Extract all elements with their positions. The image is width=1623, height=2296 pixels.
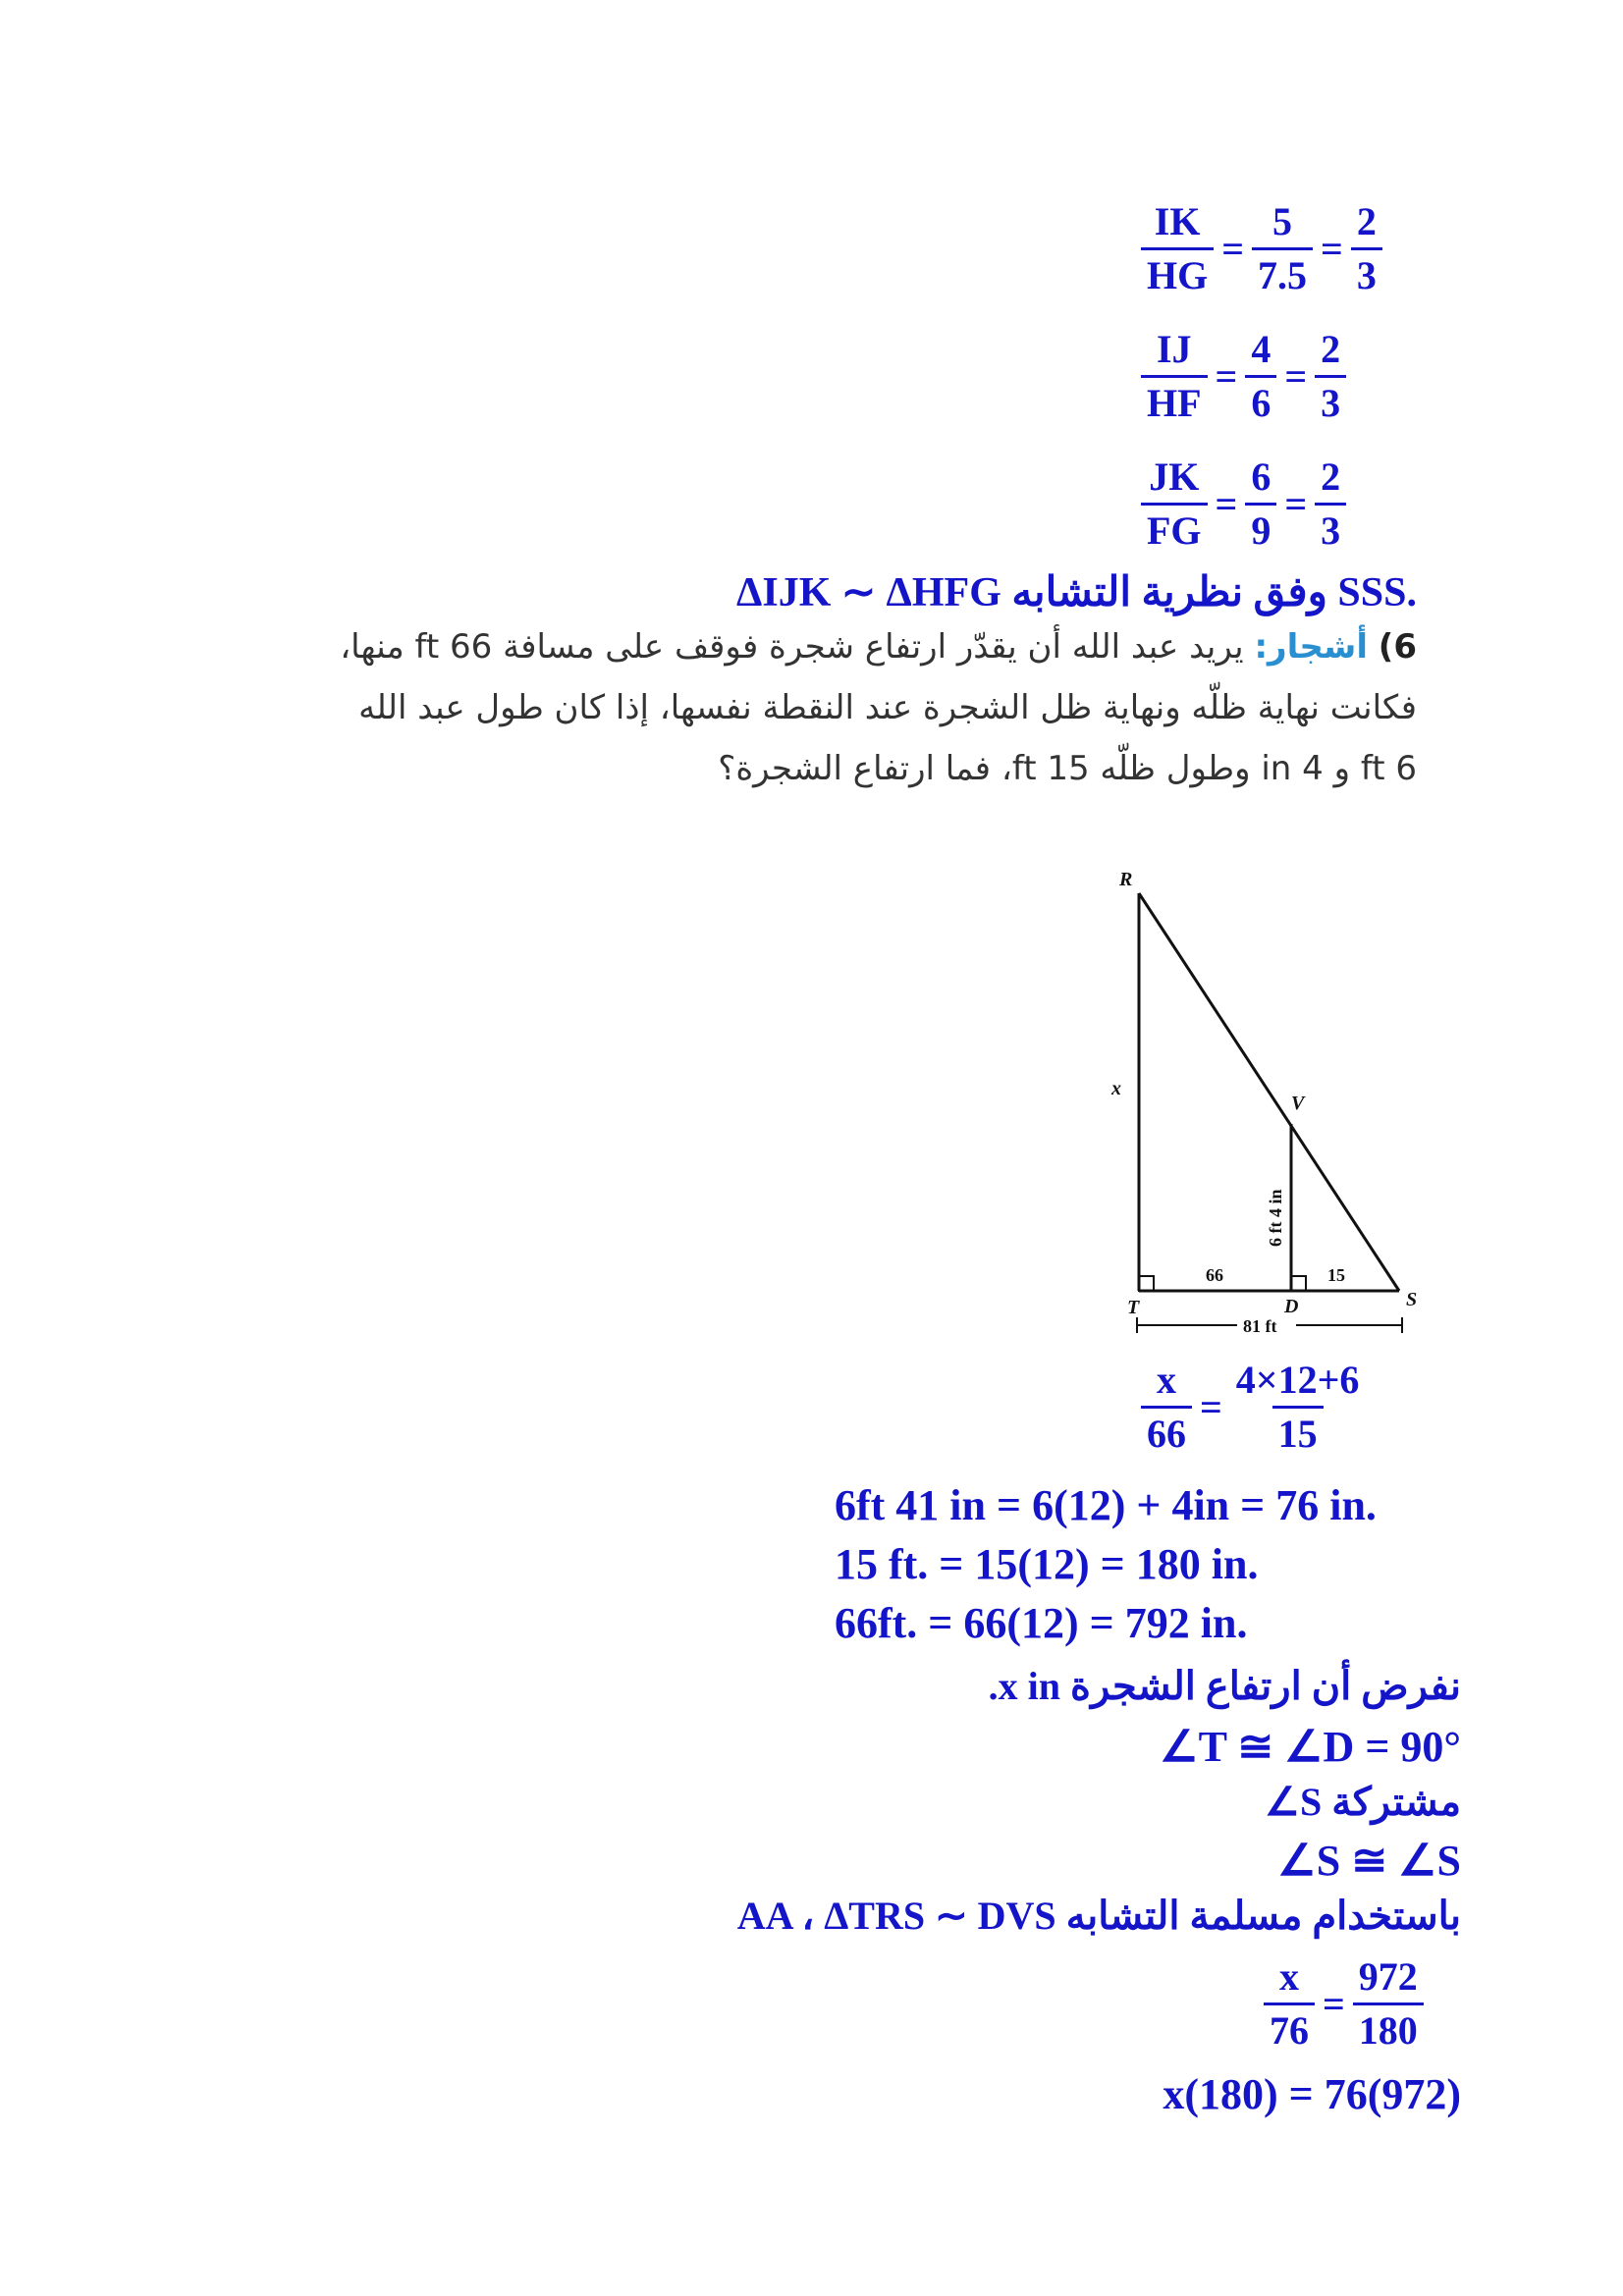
conversion-1: 6ft 41 in = 6(12) + 4in = 76 in. — [835, 1481, 1377, 1529]
prop-num: 4×12+6 — [1235, 1358, 1360, 1402]
label-d: D — [1284, 1296, 1299, 1317]
ratio-num: IJ — [1156, 327, 1192, 371]
aa-conclusion: باستخدام مسلمة التشابه AA ، ΔTRS ∼ DVS — [736, 1894, 1461, 1938]
ratio-den: 3 — [1315, 375, 1346, 429]
prop-den: 180 — [1353, 2002, 1424, 2056]
ratio-den: 3 — [1315, 503, 1346, 557]
ratio-ij-hf: $\frac{IJ}{HF}$ = $\frac{4}{6}$ = $\frac{2}{3}$ — [1139, 324, 1348, 429]
prop-den: 66 — [1141, 1406, 1192, 1460]
proportion-1: $\frac{x}{66}$ = $\frac{4\times 12+6}{15}$ — [1139, 1355, 1367, 1460]
label-v: V — [1291, 1093, 1305, 1114]
prop-num: x — [1157, 1358, 1176, 1402]
ratio-num: JK — [1149, 454, 1200, 499]
problem-tag: أشجار: — [1254, 627, 1368, 667]
label-15: 15 — [1327, 1265, 1345, 1285]
label-81ft: 81 ft — [1243, 1316, 1277, 1335]
ratio-den: HF — [1141, 375, 1208, 429]
proportion-2: $\frac{x}{76}$ = $\frac{972}{180}$ — [1262, 1951, 1426, 2056]
label-x: x — [1111, 1078, 1121, 1099]
ratio-num: 5 — [1272, 199, 1293, 243]
conversion-3: 66ft. = 66(12) = 792 in. — [835, 1599, 1248, 1647]
label-t: T — [1127, 1297, 1140, 1318]
problem-line-1: يريد عبد الله أن يقدّر ارتفاع شجرة فوقف على مسافة 66 ft منها، — [340, 627, 1244, 667]
ratio-den: 7.5 — [1252, 247, 1313, 301]
ratio-num: 2 — [1321, 327, 1341, 371]
problem-6 — [288, 616, 1417, 799]
angle-3: ∠S ≅ ∠S — [1277, 1837, 1461, 1885]
ratio-den: 3 — [1351, 247, 1382, 301]
problem-line-2: فكانت نهاية ظلّه ونهاية ظل الشجرة عند النقطة نفسها، إذا كان طول عبد الله — [358, 688, 1417, 727]
problem-line-3: 6 ft و 4 in وطول ظلّه 15 ft، فما ارتفاع الشجرة؟ — [718, 749, 1417, 788]
angle-2: ∠S مشتركة — [1265, 1780, 1461, 1824]
ratio-den: 6 — [1245, 375, 1276, 429]
ratio-den: HG — [1141, 247, 1214, 301]
conversion-2: 15 ft. = 15(12) = 180 in. — [835, 1540, 1259, 1588]
angle-1: ∠T ≅ ∠D = 90° — [1160, 1723, 1461, 1771]
ratio-den: 9 — [1245, 503, 1276, 557]
ratio-jk-fg: $\frac{JK}{FG}$ = $\frac{6}{9}$ = $\frac{2}{3}$ — [1139, 452, 1348, 557]
label-s: S — [1406, 1289, 1418, 1310]
ratio-num: 6 — [1251, 454, 1271, 499]
ratio-ik-hg: $\frac{IK}{HG}$ = $\frac{5}{7.5}$ = $\frac{2}{3}$ — [1139, 196, 1384, 301]
ratio-num: 2 — [1356, 199, 1377, 243]
ratio-num: 4 — [1251, 327, 1271, 371]
label-66: 66 — [1206, 1265, 1223, 1285]
assumption: نفرض أن ارتفاع الشجرة x in. — [988, 1664, 1461, 1708]
ratio-den: FG — [1141, 503, 1208, 557]
problem-number: 6) — [1378, 627, 1417, 667]
final-equation: x(180) = 76(972) — [1163, 2070, 1461, 2118]
ratio-num: IK — [1154, 199, 1201, 243]
label-height: 6 ft 4 in — [1266, 1189, 1285, 1247]
prop-den: 76 — [1264, 2002, 1315, 2056]
sss-conclusion: ΔIJK ∼ ΔHFG وفق نظرية التشابه SSS. — [736, 570, 1417, 615]
right-angle-d — [1291, 1276, 1306, 1291]
prop-num: 972 — [1358, 1954, 1418, 1999]
right-angle-t — [1139, 1276, 1154, 1291]
label-r: R — [1119, 869, 1133, 890]
triangle-figure — [1090, 864, 1443, 1335]
prop-den: 15 — [1272, 1406, 1324, 1460]
ratio-num: 2 — [1321, 454, 1341, 499]
prop-num: x — [1279, 1954, 1299, 1999]
